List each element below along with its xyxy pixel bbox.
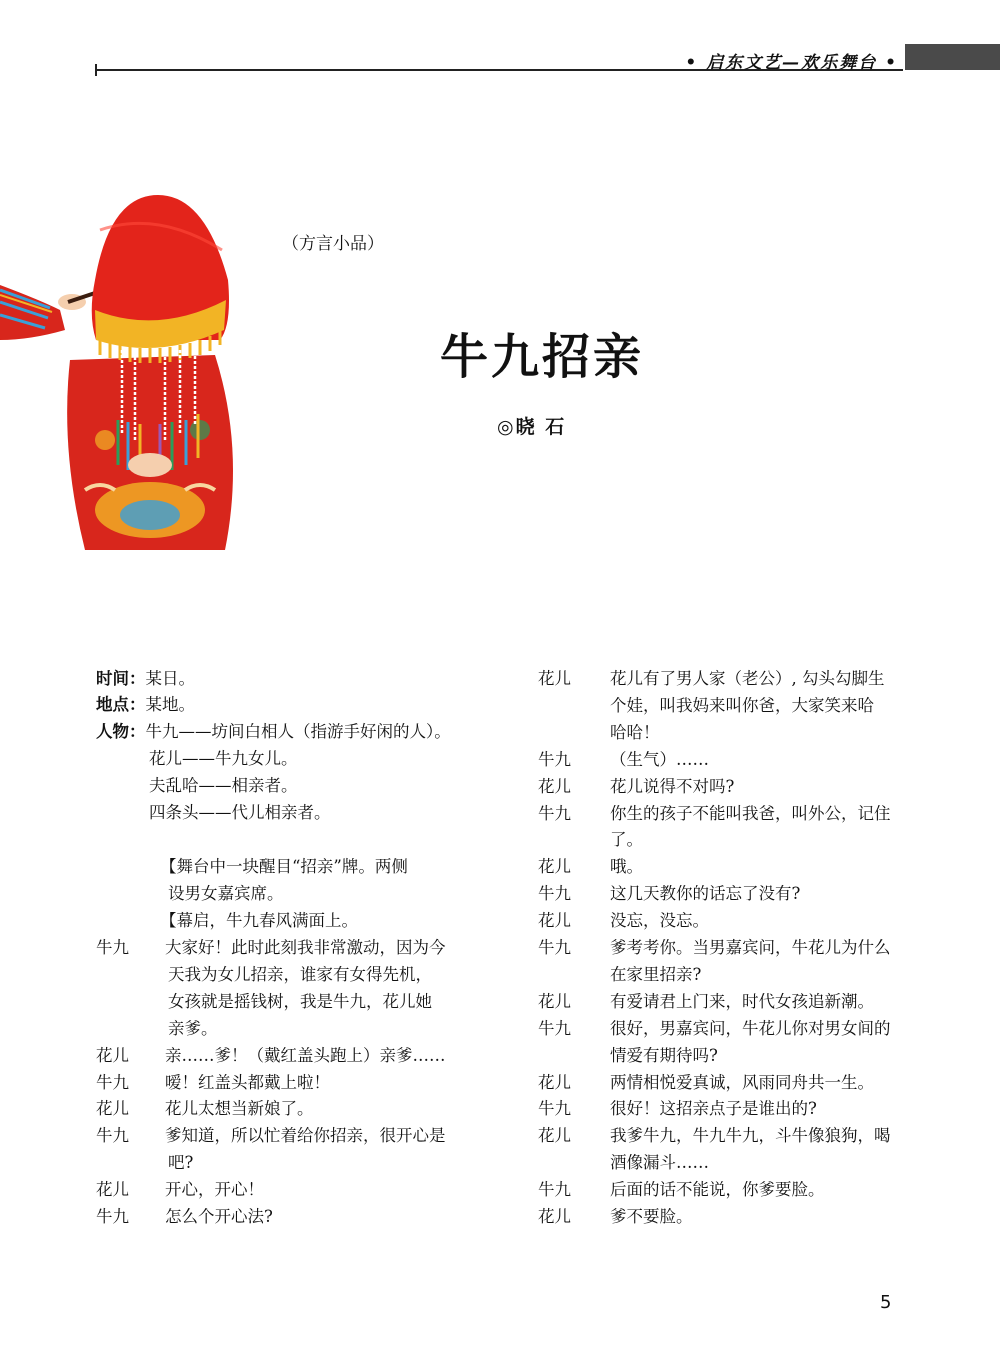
place-label: 地点： bbox=[96, 695, 146, 714]
people-line bbox=[96, 722, 451, 742]
dialogue-line: 嗳！红盖头都戴上啦！ bbox=[165, 1072, 330, 1092]
dialogue-line: 情爱有期待吗? bbox=[610, 1045, 718, 1065]
dialogue-line: 花儿太想当新娘了。 bbox=[165, 1099, 314, 1119]
dialogue-line: 有爱请君上门来，时代女孩追新潮。 bbox=[610, 991, 874, 1011]
speaker-name: 花儿 bbox=[538, 776, 571, 796]
place-value: 某地。 bbox=[145, 695, 195, 714]
speaker-name: 花儿 bbox=[538, 911, 571, 931]
dialogue-line: 你生的孩子不能叫我爸，叫外公，记住 bbox=[610, 803, 891, 823]
speaker-name: 花儿 bbox=[538, 991, 571, 1011]
speaker-name: 牛九 bbox=[96, 1207, 129, 1226]
dialogue-line: 很好！这招亲点子是谁出的? bbox=[610, 1099, 817, 1119]
people-item: 四条头——代儿相亲者。 bbox=[149, 803, 331, 822]
dialogue-line: 亲爹。 bbox=[168, 1018, 218, 1038]
page-number: 5 bbox=[880, 1292, 892, 1313]
speaker-name: 花儿 bbox=[96, 1099, 129, 1119]
speaker-name: 牛九 bbox=[538, 884, 571, 904]
header-bar bbox=[905, 44, 1000, 70]
time-value: 某日。 bbox=[145, 669, 195, 688]
dialogue-line: 哦。 bbox=[610, 857, 643, 877]
dialogue-line: 爹知道，所以忙着给你招亲，很开心是 bbox=[165, 1126, 446, 1146]
speaker-name: 牛九 bbox=[538, 938, 571, 957]
dialogue-line: （生气）…… bbox=[610, 749, 709, 769]
speaker-name: 花儿 bbox=[538, 669, 571, 688]
speaker-name: 花儿 bbox=[538, 1072, 571, 1092]
author: ◎晓 石 bbox=[497, 416, 567, 438]
speaker-name: 花儿 bbox=[96, 1045, 129, 1065]
speaker-name: 牛九 bbox=[96, 1072, 129, 1092]
people-item: 夫乱哈——相亲者。 bbox=[149, 776, 298, 795]
dialogue-line: 亲……爹！（戴红盖头跑上）亲爹…… bbox=[165, 1045, 446, 1065]
speaker-name: 牛九 bbox=[538, 1018, 571, 1038]
time-label: 时间： bbox=[96, 669, 146, 688]
dialogue-line: 两情相悦爱真诚，风雨同舟共一生。 bbox=[610, 1072, 874, 1092]
speaker-name: 牛九 bbox=[96, 938, 129, 957]
time-line bbox=[96, 669, 195, 689]
speaker-name: 花儿 bbox=[538, 1207, 571, 1226]
bride-figure bbox=[0, 190, 250, 550]
page-title: 牛九招亲 bbox=[440, 329, 645, 385]
stage-direction-line: 【舞台中一块醒目“招亲”牌。两侧 bbox=[160, 857, 408, 876]
people-first: 牛九——坊间白相人（指游手好闲的人）。 bbox=[145, 722, 451, 741]
stage-direction-line: 【幕启，牛九春风满面上。 bbox=[160, 911, 358, 930]
speaker-name: 花儿 bbox=[538, 857, 571, 877]
section-title: • 启东文艺—欢乐舞台 • bbox=[685, 53, 898, 73]
dialogue-line: 花儿有了男人家（老公）, 勾头勾脚生 bbox=[610, 669, 885, 688]
dialogue-line: 开心，开心！ bbox=[165, 1180, 264, 1200]
dialogue-line: 在家里招亲? bbox=[610, 964, 702, 984]
dialogue-line: 很好，男嘉宾问，牛花儿你对男女间的 bbox=[610, 1018, 891, 1038]
dialogue-line: 爹不要脸。 bbox=[610, 1207, 693, 1226]
place-line bbox=[96, 695, 195, 715]
dialogue-line: 这几天教你的话忘了没有? bbox=[610, 884, 801, 904]
speaker-name: 牛九 bbox=[538, 749, 571, 769]
speaker-name: 牛九 bbox=[538, 1180, 571, 1200]
subtitle: （方言小品） bbox=[282, 234, 384, 254]
dialogue-line: 爹考考你。当男嘉宾问，牛花儿为什么 bbox=[610, 938, 891, 957]
dialogue-line: 花儿说得不对吗? bbox=[610, 776, 735, 796]
speaker-name: 花儿 bbox=[96, 1180, 129, 1200]
dialogue-line: 没忘，没忘。 bbox=[610, 911, 709, 931]
dialogue-line: 酒像漏斗…… bbox=[610, 1153, 709, 1173]
dialogue-line: 天我为女儿招亲，谁家有女得先机， bbox=[168, 964, 432, 984]
dialogue-line: 怎么个开心法? bbox=[165, 1207, 273, 1226]
people-label: 人物： bbox=[96, 722, 146, 741]
dialogue-line: 后面的话不能说，你爹要脸。 bbox=[610, 1180, 825, 1200]
dialogue-line: 了。 bbox=[610, 830, 643, 850]
dialogue-line: 吧? bbox=[168, 1153, 194, 1173]
dialogue-line: 个娃，叫我妈来叫你爸，大家笑来哈 bbox=[610, 695, 874, 715]
speaker-name: 花儿 bbox=[538, 1126, 571, 1146]
speaker-name: 牛九 bbox=[538, 803, 571, 823]
dialogue-line: 我爹牛九，牛九牛九，斗牛像狼狗，喝 bbox=[610, 1126, 891, 1146]
stage-direction-line: 设男女嘉宾席。 bbox=[168, 884, 284, 903]
dialogue-line: 哈哈！ bbox=[610, 722, 660, 742]
speaker-name: 牛九 bbox=[538, 1099, 571, 1119]
people-item: 花儿——牛九女儿。 bbox=[149, 749, 298, 768]
dialogue-line: 大家好！此时此刻我非常激动，因为今 bbox=[165, 938, 446, 957]
dialogue-line: 女孩就是摇钱树，我是牛九，花儿她 bbox=[168, 991, 432, 1011]
speaker-name: 牛九 bbox=[96, 1126, 129, 1146]
